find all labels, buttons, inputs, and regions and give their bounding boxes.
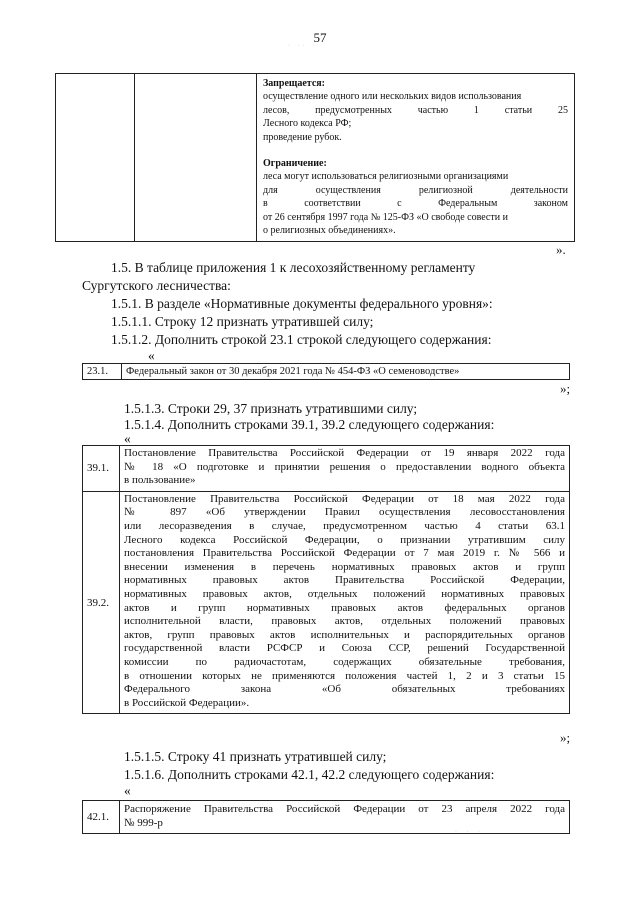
paragraph-1-5-1: 1.5.1. В разделе «Нормативные документы федерального уровня»: — [111, 296, 493, 311]
prohibited-line: осуществление одного или нескольких видов использования — [263, 91, 522, 103]
paragraph-1-5-1-3: 1.5.1.3. Строки 29, 37 признать утратившими силу; — [124, 401, 418, 416]
paragraph-1-5-cont: Сургутского лесничества: — [82, 278, 231, 293]
restrictions-cell — [257, 74, 575, 242]
paragraph-1-5: 1.5. В таблице приложения 1 к лесохозяйственному регламенту — [111, 260, 476, 275]
closing-quote: »; — [560, 381, 571, 396]
paragraph-1-5-1-1: 1.5.1.1. Строку 12 признать утратившей силу; — [111, 314, 374, 329]
prohibited-line: проведение рубок. — [263, 131, 342, 143]
restriction-line: леса могут использоваться религиозными организациями — [263, 171, 509, 183]
row-number: 39.2. — [83, 491, 120, 714]
scan-artifact: · · · — [455, 829, 484, 835]
row-text: Постановление Правительства Российской Федерации от 18 мая 2022 года № 897 «Об утверждении Правил осуществления лесовосстановления или лесоразведения в случае, предусмотренном частью 4 статьи 63.1 Лесного кодекса Российской Федерации, о признании утратившим силу постановления Правительства Российской Федерации от 7 мая 2019 г. № 566 и внесении изменения в перечень нормативных правовых актов и групп нормативных правовых актов Правительства Российской Федерации, нормативных правовых актов, отдельных положений нормативных правовых актов и групп нормативных правовых актов федеральных органов исполнительной власти, правовых актов, отдельных положений правовых актов, групп правовых актов исполнительных и распорядительных органов государственной власти РСФСР и Союза ССР, решений Государственной комиссии по радиочастотам, содержащих обязательные требования, в отношении которых не применяются положения частей 1, 2 и 3 статьи 15 Федерального закона «Об обязательных требованиях в Российской Федерации». — [120, 491, 570, 714]
row-number: 42.1. — [83, 801, 120, 834]
closing-quote: »; — [560, 730, 571, 745]
open-quote: « — [148, 348, 155, 363]
empty-cell-2 — [135, 74, 257, 242]
row-text: Федеральный закон от 30 декабря 2021 года № 454-ФЗ «О семеноводстве» — [122, 364, 570, 380]
prohibited-line: Лесного кодекса РФ; — [263, 118, 352, 130]
row-number: 23.1. — [83, 364, 122, 380]
row-number: 39.1. — [83, 446, 120, 492]
scan-artifact: · ·· · — [288, 43, 317, 49]
restrictions-table — [55, 73, 575, 242]
paragraph-1-5-1-2: 1.5.1.2. Дополнить строкой 23.1 строкой следующего содержания: — [111, 332, 492, 347]
table-row — [83, 491, 570, 714]
empty-cell-1 — [56, 74, 135, 242]
table-row — [83, 801, 570, 834]
closing-quote: ». — [556, 242, 566, 257]
row-text: Постановление Правительства Российской Федерации от 19 января 2022 года № 18 «О подготовке и принятии решения о предоставлении водного объекта в пользование» — [120, 446, 570, 492]
restriction-line: от 26 сентября 1997 года № 125-ФЗ «О свободе совести и — [263, 211, 508, 223]
prohibited-heading: Запрещается: — [263, 78, 326, 89]
restriction-heading: Ограничение: — [263, 158, 327, 170]
restriction-line: для осуществления религиозной деятельности — [263, 184, 568, 196]
table-row — [83, 446, 570, 492]
paragraph-1-5-1-4: 1.5.1.4. Дополнить строками 39.1, 39.2 следующего содержания: — [124, 417, 495, 432]
open-quote: « — [124, 431, 131, 446]
rows-39-table — [82, 445, 570, 714]
paragraph-1-5-1-5: 1.5.1.5. Строку 41 признать утратившей силу; — [124, 749, 387, 764]
row-text: Распоряжение Правительства Российской Федерации от 23 апреля 2022 года № 999-р — [120, 801, 570, 834]
restriction-line: в соответствии с Федеральным законом — [263, 198, 568, 210]
paragraph-1-5-1-6: 1.5.1.6. Дополнить строками 42.1, 42.2 следующего содержания: — [124, 767, 495, 782]
prohibited-line: лесов, предусмотренных частью 1 статьи 25 — [263, 104, 568, 116]
page-number: 57 — [313, 30, 327, 45]
row-42-1-table — [82, 800, 570, 834]
row-23-1-table — [82, 363, 570, 380]
restriction-line: о религиозных объединениях». — [263, 225, 396, 237]
open-quote: « — [124, 783, 131, 798]
